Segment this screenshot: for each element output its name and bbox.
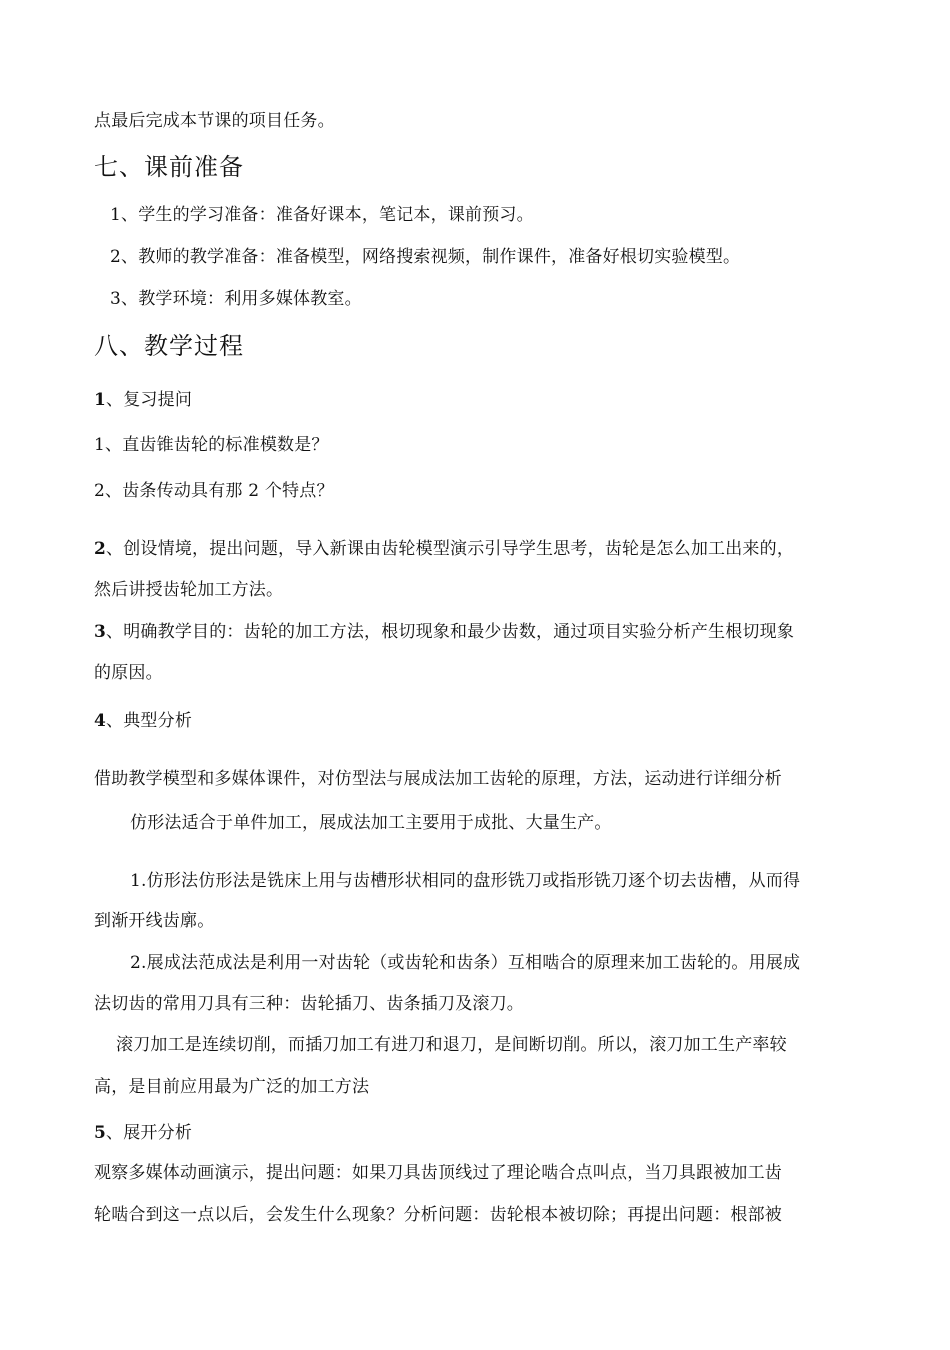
paragraph-line: 观察多媒体动画演示，提出问题：如果刀具齿顶线过了理论啮合点叫点，当刀具跟被加工齿 bbox=[94, 1163, 782, 1183]
paragraph-line: 1.仿形法仿形法是铣床上用与齿槽形状相同的盘形铣刀或指形铣刀逐个切去齿槽，从而得 bbox=[130, 871, 801, 891]
step-number: 3 bbox=[94, 622, 107, 642]
section-heading-preparation: 七、课前准备 bbox=[94, 153, 244, 181]
step-number: 4 bbox=[94, 711, 107, 731]
step-heading bbox=[94, 1122, 192, 1144]
step-heading bbox=[94, 389, 192, 411]
paragraph-line: 轮啮合到这一点以后，会发生什么现象？分析问题：齿轮根本被切除；再提出问题：根部被 bbox=[94, 1205, 782, 1225]
paragraph-line: 到渐开线齿廓。 bbox=[94, 911, 215, 931]
paragraph-line: 高，是目前应用最为广泛的加工方法 bbox=[94, 1077, 370, 1097]
step-heading bbox=[94, 710, 192, 732]
step-number: 1 bbox=[94, 390, 107, 410]
paragraph-line: 点最后完成本节课的项目任务。 bbox=[94, 111, 335, 131]
section-heading-process: 八、教学过程 bbox=[94, 332, 244, 360]
paragraph-line: 法切齿的常用刀具有三种：齿轮插刀、齿条插刀及滚刀。 bbox=[94, 994, 524, 1014]
step-number: 2 bbox=[94, 539, 107, 559]
paragraph-line: 然后讲授齿轮加工方法。 bbox=[94, 580, 284, 600]
paragraph-line: 2.展成法范成法是利用一对齿轮（或齿轮和齿条）互相啮合的原理来加工齿轮的。用展成 bbox=[130, 953, 801, 973]
step-text: 、复习提问 bbox=[106, 390, 193, 410]
step-number: 5 bbox=[94, 1123, 107, 1143]
question-item: 1、直齿锥齿轮的标准模数是？ bbox=[94, 435, 329, 455]
step-text: 、展开分析 bbox=[106, 1123, 193, 1143]
step-text: 、典型分析 bbox=[106, 711, 193, 731]
list-item: 3、教学环境：利用多媒体教室。 bbox=[110, 289, 362, 309]
question-item: 2、齿条传动具有那 2 个特点？ bbox=[94, 481, 334, 501]
list-item: 1、学生的学习准备：准备好课本，笔记本，课前预习。 bbox=[110, 205, 534, 225]
step-heading bbox=[94, 621, 794, 643]
step-text: 、明确教学目的：齿轮的加工方法，根切现象和最少齿数，通过项目实验分析产生根切现象 bbox=[106, 622, 795, 642]
step-heading bbox=[94, 538, 794, 560]
paragraph-line: 借助教学模型和多媒体课件，对仿型法与展成法加工齿轮的原理，方法，运动进行详细分析 bbox=[94, 769, 782, 789]
paragraph-line: 滚刀加工是连续切削，而插刀加工有进刀和退刀，是间断切削。所以，滚刀加工生产率较 bbox=[116, 1035, 787, 1055]
list-item: 2、教师的教学准备：准备模型，网络搜索视频，制作课件，准备好根切实验模型。 bbox=[110, 247, 741, 267]
paragraph-line: 仿形法适合于单件加工，展成法加工主要用于成批、大量生产。 bbox=[130, 813, 612, 833]
paragraph-line: 的原因。 bbox=[94, 663, 163, 683]
step-text: 、创设情境，提出问题，导入新课由齿轮模型演示引导学生思考，齿轮是怎么加工出来的， bbox=[106, 539, 795, 559]
